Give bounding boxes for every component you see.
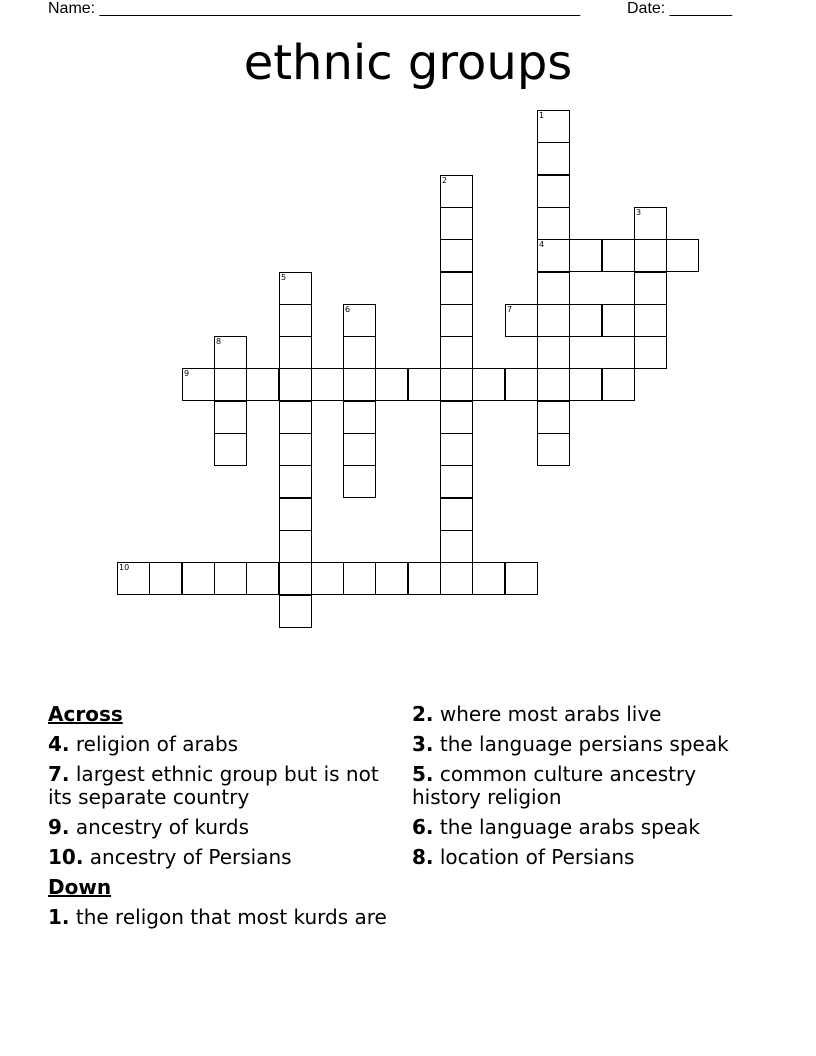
grid-cell[interactable]: [569, 368, 602, 401]
grid-cell[interactable]: [214, 433, 247, 466]
grid-cell[interactable]: [375, 368, 408, 401]
clue-text: religion of arabs: [75, 732, 239, 756]
clue-number: 9.: [48, 815, 70, 839]
cell-number: 2: [442, 176, 448, 185]
grid-cell[interactable]: [279, 272, 312, 305]
grid-cell[interactable]: [440, 562, 473, 595]
grid-cell[interactable]: [569, 304, 602, 337]
grid-cell[interactable]: [343, 368, 376, 401]
grid-cell[interactable]: [246, 368, 279, 401]
clue-number: 6.: [412, 815, 434, 839]
grid-cell[interactable]: [343, 465, 376, 498]
grid-cell[interactable]: [343, 336, 376, 369]
grid-cell[interactable]: [279, 368, 312, 401]
grid-cell[interactable]: [440, 207, 473, 240]
grid-cell[interactable]: [375, 562, 408, 595]
down-clue-5: [412, 763, 752, 809]
cell-number: 10: [119, 563, 130, 572]
grid-cell[interactable]: [279, 530, 312, 563]
grid-cell[interactable]: [440, 498, 473, 531]
grid-cell[interactable]: [505, 562, 538, 595]
name-field-label: Name: ______________________________________________________: [48, 0, 581, 17]
grid-cell[interactable]: [440, 272, 473, 305]
grid-cell[interactable]: [440, 239, 473, 272]
clue-text: common culture ancestry history religion: [412, 762, 697, 809]
cell-number: 5: [281, 273, 287, 282]
cell-number: 1: [539, 111, 545, 120]
grid-cell[interactable]: [472, 562, 505, 595]
grid-cell[interactable]: [117, 562, 150, 595]
grid-cell[interactable]: [149, 562, 182, 595]
grid-cell[interactable]: [537, 207, 570, 240]
grid-cell[interactable]: [666, 239, 699, 272]
cell-number: 9: [184, 369, 190, 378]
grid-cell[interactable]: [246, 562, 279, 595]
grid-cell[interactable]: [279, 433, 312, 466]
down-heading: Down: [48, 875, 112, 899]
grid-cell[interactable]: [214, 401, 247, 434]
grid-cell[interactable]: [602, 239, 635, 272]
grid-cell[interactable]: [537, 239, 570, 272]
grid-cell[interactable]: [537, 368, 570, 401]
grid-cell[interactable]: [279, 562, 312, 595]
grid-cell[interactable]: [440, 401, 473, 434]
down-clue-6: [412, 816, 752, 839]
grid-cell[interactable]: [537, 272, 570, 305]
clue-text: the language arabs speak: [439, 815, 700, 839]
down-clue-1: [48, 906, 388, 929]
grid-cell[interactable]: [569, 239, 602, 272]
across-heading: Across: [48, 702, 123, 726]
clue-number: 8.: [412, 845, 434, 869]
clue-text: ancestry of kurds: [75, 815, 250, 839]
grid-cell[interactable]: [602, 304, 635, 337]
grid-cell[interactable]: [408, 368, 441, 401]
grid-cell[interactable]: [537, 142, 570, 175]
clue-number: 5.: [412, 762, 434, 786]
clue-text: location of Persians: [439, 845, 635, 869]
down-clue-3: [412, 733, 752, 756]
down-clue-2: [412, 703, 752, 726]
clues-column-left: [48, 703, 388, 936]
grid-cell[interactable]: [343, 562, 376, 595]
clue-number: 10.: [48, 845, 84, 869]
grid-cell[interactable]: [537, 304, 570, 337]
grid-cell[interactable]: [311, 368, 344, 401]
grid-cell[interactable]: [634, 272, 667, 305]
grid-cell[interactable]: [279, 304, 312, 337]
grid-cell[interactable]: [214, 562, 247, 595]
grid-cell[interactable]: [440, 304, 473, 337]
down-clue-8: [412, 846, 752, 869]
clue-text: the religon that most kurds are: [75, 905, 387, 929]
clue-number: 4.: [48, 732, 70, 756]
grid-cell[interactable]: [440, 336, 473, 369]
grid-cell[interactable]: [505, 368, 538, 401]
clues-column-right: [412, 703, 752, 876]
puzzle-title: ethnic groups: [243, 35, 573, 91]
grid-cell[interactable]: [182, 368, 215, 401]
grid-cell[interactable]: [505, 304, 538, 337]
grid-cell[interactable]: [279, 595, 312, 628]
grid-cell[interactable]: [279, 498, 312, 531]
grid-cell[interactable]: [440, 465, 473, 498]
grid-cell[interactable]: [537, 175, 570, 208]
grid-cell[interactable]: [408, 562, 441, 595]
grid-cell[interactable]: [343, 433, 376, 466]
clue-number: 7.: [48, 762, 70, 786]
grid-cell[interactable]: [343, 304, 376, 337]
clue-text: the language persians speak: [439, 732, 729, 756]
clue-number: 2.: [412, 702, 434, 726]
clue-number: 3.: [412, 732, 434, 756]
grid-cell[interactable]: [343, 401, 376, 434]
grid-cell[interactable]: [214, 336, 247, 369]
across-clue-9: [48, 816, 388, 839]
across-clue-7: [48, 763, 388, 809]
date-field-label: Date: _______: [627, 0, 732, 17]
across-clue-10: [48, 846, 388, 869]
grid-cell[interactable]: [634, 207, 667, 240]
grid-cell[interactable]: [440, 175, 473, 208]
grid-cell[interactable]: [537, 110, 570, 143]
cell-number: 6: [345, 305, 351, 314]
grid-cell[interactable]: [440, 433, 473, 466]
clue-number: 1.: [48, 905, 70, 929]
grid-cell[interactable]: [311, 562, 344, 595]
clue-text: where most arabs live: [439, 702, 662, 726]
cell-number: 3: [636, 208, 642, 217]
grid-cell[interactable]: [602, 368, 635, 401]
grid-cell[interactable]: [279, 336, 312, 369]
grid-cell[interactable]: [182, 562, 215, 595]
grid-cell[interactable]: [440, 530, 473, 563]
clue-text: largest ethnic group but is not its separate country: [48, 762, 379, 809]
grid-cell[interactable]: [279, 465, 312, 498]
grid-cell[interactable]: [472, 368, 505, 401]
across-clue-4: [48, 733, 388, 756]
cell-number: 4: [539, 240, 545, 249]
grid-cell[interactable]: [634, 336, 667, 369]
grid-cell[interactable]: [214, 368, 247, 401]
grid-cell[interactable]: [537, 433, 570, 466]
cell-number: 7: [507, 305, 513, 314]
grid-cell[interactable]: [440, 368, 473, 401]
grid-cell[interactable]: [279, 401, 312, 434]
clue-text: ancestry of Persians: [89, 845, 292, 869]
grid-cell[interactable]: [537, 336, 570, 369]
grid-cell[interactable]: [634, 239, 667, 272]
grid-cell[interactable]: [537, 401, 570, 434]
grid-cell[interactable]: [634, 304, 667, 337]
cell-number: 8: [216, 337, 222, 346]
